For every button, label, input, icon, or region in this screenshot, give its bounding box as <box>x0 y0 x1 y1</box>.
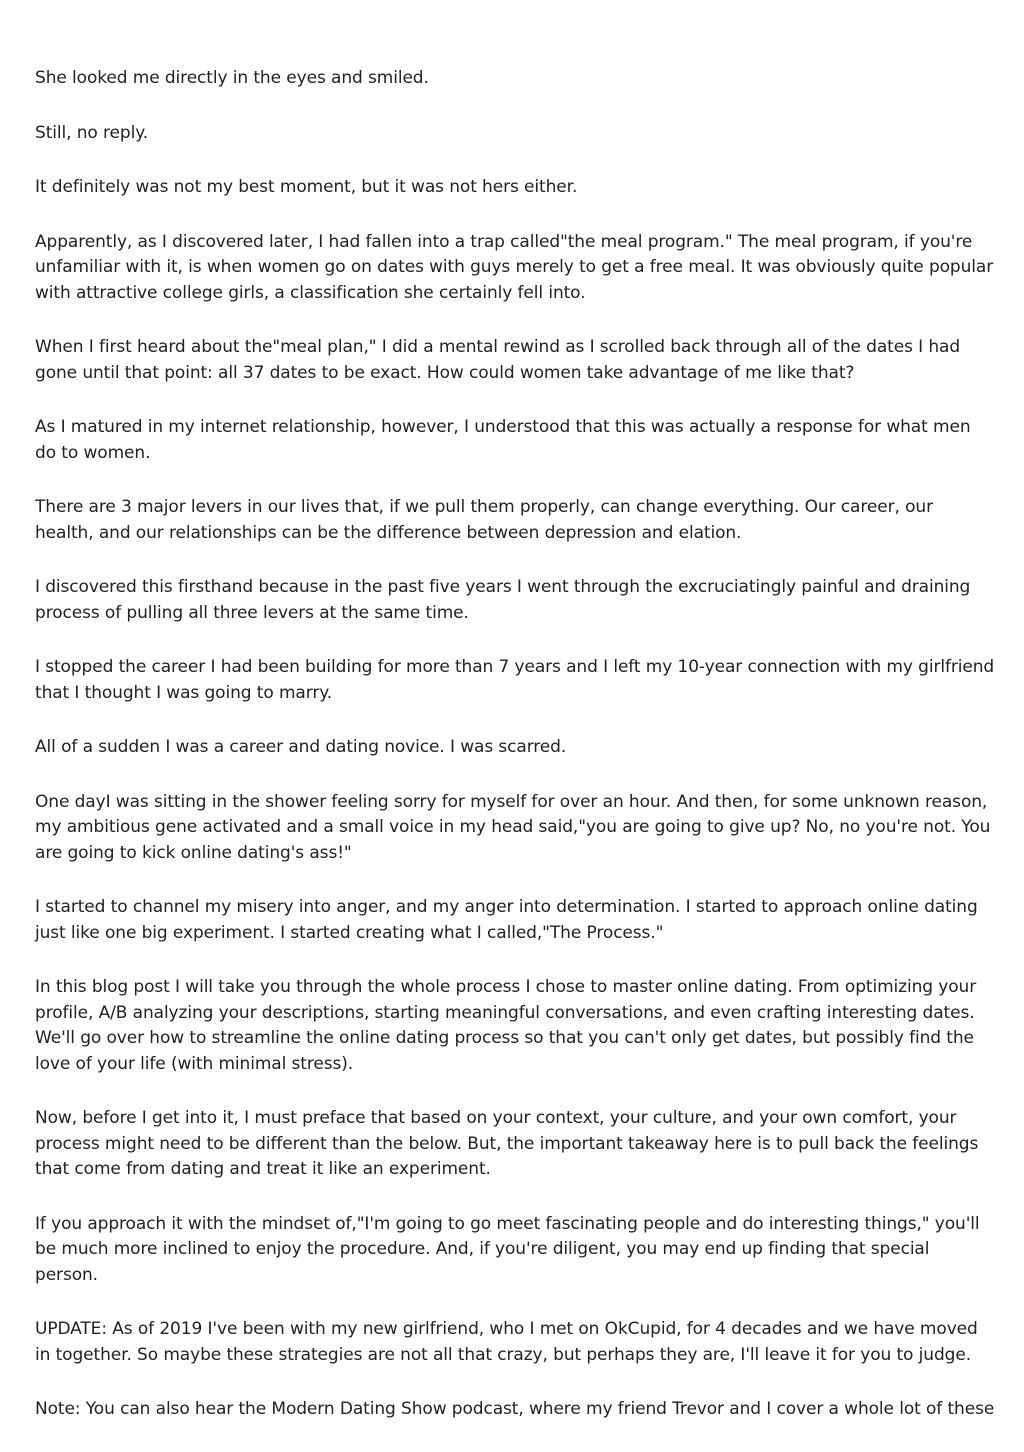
paragraph: All of a sudden I was a career and dating novice. I was scarred. <box>35 737 567 757</box>
paragraph: One dayI was sitting in the shower feeling sorry for myself for over an hour. And then, for some unknown reason, my ambitious gene activated and a small voice in my head said,"you are going to give up? No, no you're not. You are going to kick online dating's ass!" <box>35 791 991 863</box>
paragraph: I discovered this firsthand because in the past five years I went through the excruciatingly painful and draining process of pulling all three levers at the same time. <box>35 577 971 623</box>
paragraph: She looked me directly in the eyes and smiled. <box>35 68 429 88</box>
paragraph: I started to channel my misery into anger, and my anger into determination. I started to approach online dating just like one big experiment. I started creating what I called,"The Process." <box>35 897 978 943</box>
paragraph: I stopped the career I had been building for more than 7 years and I left my 10-year connection with my girlfriend that I thought I was going to marry. <box>35 657 995 703</box>
paragraph: Now, before I get into it, I must preface that based on your context, your culture, and your own comfort, your process might need to be different than the below. But, the important takeaway here is to pull back the feelings that come from dating and treat it like an experiment. <box>35 1108 979 1179</box>
paragraph: UPDATE: As of 2019 I've been with my new girlfriend, who I met on OkCupid, for 4 decades and we have moved in together. So maybe these strategies are not all that crazy, but perhaps they are, I'll leave it for you to judge. <box>35 1319 978 1365</box>
paragraph: As I matured in my internet relationship, however, I understood that this was actually a response for what men do to women. <box>35 417 971 463</box>
paragraph: If you approach it with the mindset of,"I'm going to go meet fascinating people and do interesting things," you'll be much more inclined to enjoy the procedure. And, if you're diligent, you may end up finding that special person. <box>35 1213 980 1285</box>
paragraph: There are 3 major levers in our lives that, if we pull them properly, can change everything. Our career, our health, and our relationships can be the difference between depression and elation. <box>35 497 933 543</box>
paragraph: Note: You can also hear the Modern Dating Show podcast, where my friend Trevor and I cover a whole lot of these <box>35 1399 995 1419</box>
paragraph: Still, no reply. <box>35 122 149 143</box>
document-body <box>35 66 995 1452</box>
paragraph: In this blog post I will take you through the whole process I chose to master online dating. From optimizing your profile, A/B analyzing your descriptions, starting meaningful conversations, and even crafting interesting dates. We'll go over how to streamline the online dating process so that you can't only get dates, but possibly find the love of your life (with minimal stress). <box>35 977 977 1074</box>
paragraph: Apparently, as I discovered later, I had fallen into a trap called"the meal program." The meal program, if you're unfamiliar with it, is when women go on dates with guys merely to get a free meal. It was obviously quite popular with attractive college girls, a classification she certainly fell into. <box>35 231 994 303</box>
paragraph: It definitely was not my best moment, but it was not hers either. <box>35 177 578 197</box>
paragraph: When I first heard about the"meal plan," I did a mental rewind as I scrolled back through all of the dates I had gone until that point: all 37 dates to be exact. How could women take advantage of me like that? <box>35 337 961 383</box>
